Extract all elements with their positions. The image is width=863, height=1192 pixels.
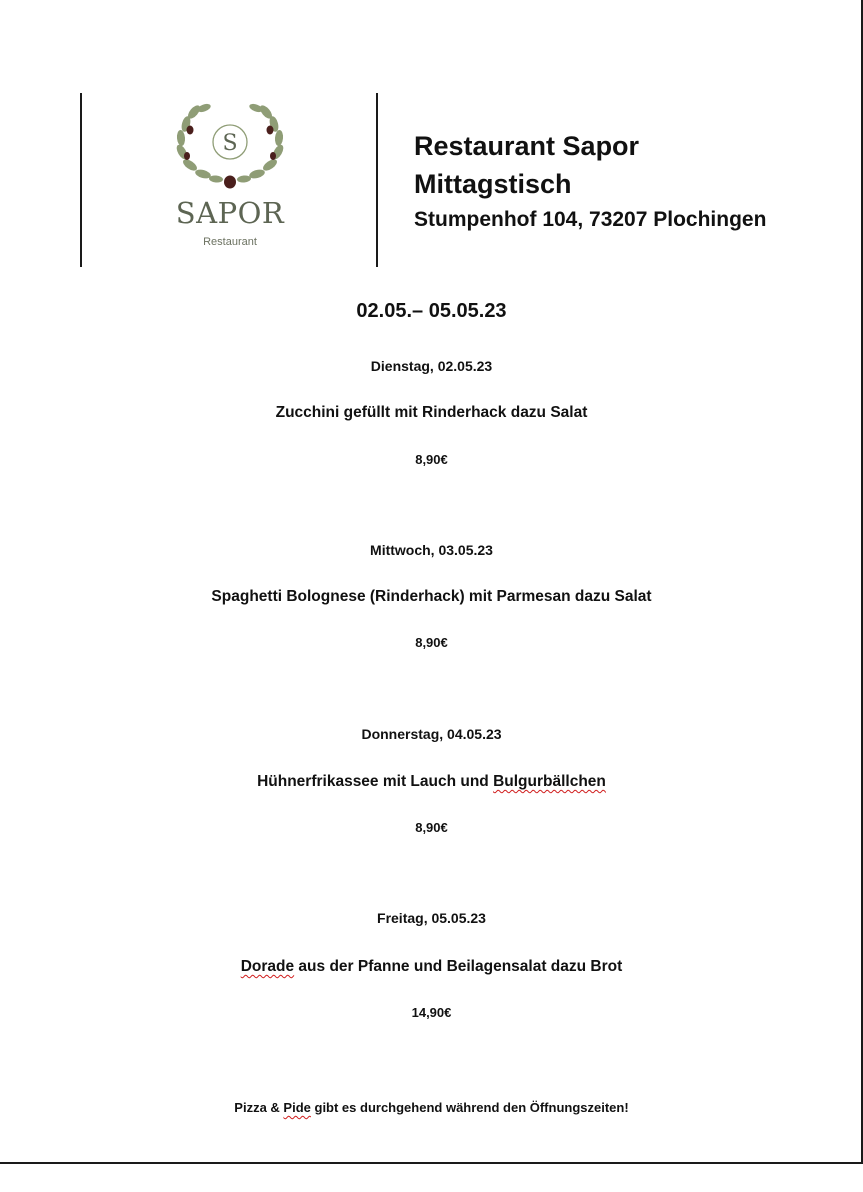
footer-text: gibt es durchgehend während den Öffnungszeiten!: [310, 1100, 629, 1115]
day-heading: Mittwoch, 03.05.23: [370, 542, 493, 558]
spellcheck-marked-word: Pide: [283, 1100, 311, 1115]
footer-note: [0, 1100, 863, 1115]
restaurant-name: Restaurant Sapor: [414, 131, 640, 161]
dish-name: Zucchini gefüllt mit Rinderhack dazu Salat: [275, 404, 588, 421]
dish-price: 8,90€: [415, 452, 448, 467]
dish-price: 8,90€: [415, 635, 448, 650]
dish-name: [0, 773, 863, 791]
day-heading: Donnerstag, 04.05.23: [361, 726, 502, 742]
spellcheck-marked-word: Bulgurbällchen: [493, 773, 606, 790]
dish-text: Hühnerfrikassee mit Lauch und: [257, 773, 494, 790]
logo-tagline: Restaurant: [203, 236, 257, 248]
logo-wordmark: SAPOR: [175, 196, 285, 230]
dish-name: [0, 958, 863, 976]
dish-text: aus der Pfanne und Beilagensalat dazu Brot: [294, 958, 623, 975]
dish-price: 14,90€: [411, 1005, 452, 1020]
footer-text: Pizza &: [234, 1100, 284, 1115]
day-heading: Freitag, 05.05.23: [377, 910, 486, 926]
header-divider-left: [80, 93, 82, 267]
header-block: [414, 128, 844, 236]
week-date-range: 02.05.– 05.05.23: [356, 300, 507, 322]
day-heading: Dienstag, 02.05.23: [370, 358, 493, 374]
dish-price: 8,90€: [415, 820, 448, 835]
sapor-logo: [160, 100, 300, 260]
dish-name: Spaghetti Bolognese (Rinderhack) mit Parmesan dazu Salat: [211, 588, 652, 605]
restaurant-address: Stumpenhof 104, 73207 Plochingen: [414, 208, 767, 231]
spellcheck-marked-word: Dorade: [240, 958, 295, 975]
olive-wreath-icon: [170, 100, 290, 192]
menu-title: Mittagstisch: [414, 169, 572, 199]
header-divider-right: [376, 93, 378, 267]
svg-text:S: S: [222, 131, 238, 156]
